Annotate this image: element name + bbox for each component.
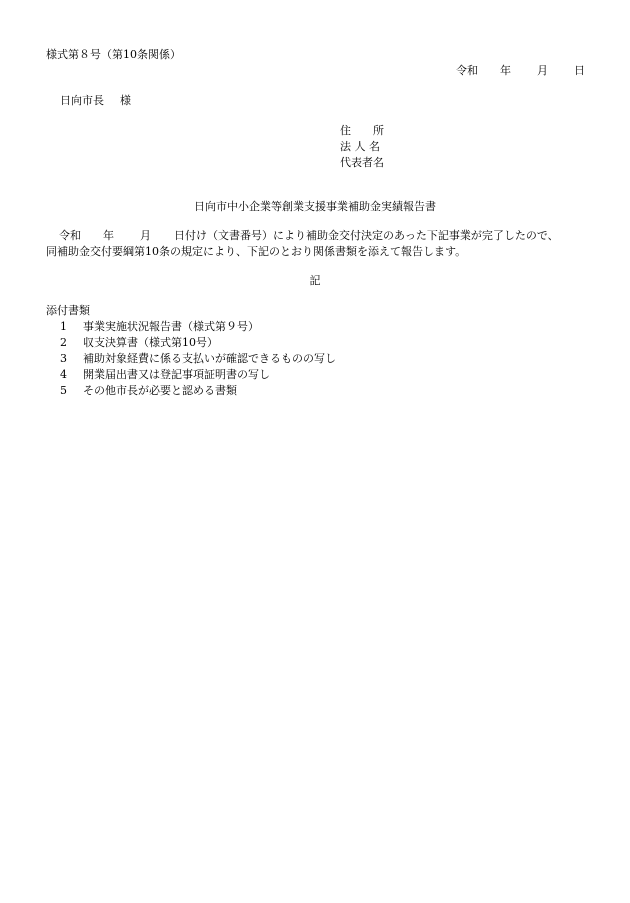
list-item-text: 事業実施状況報告書（様式第９号） xyxy=(83,320,259,333)
list-item-number: 3 xyxy=(60,352,67,365)
date-month: 月 xyxy=(537,64,548,77)
list-item xyxy=(46,319,336,335)
addressee xyxy=(60,93,131,110)
sender-address-label: 住 所 xyxy=(340,124,384,137)
list-item xyxy=(46,383,336,399)
attachments-heading: 添付書類 xyxy=(46,304,90,317)
list-item-text: その他市長が必要と認める書類 xyxy=(83,384,237,397)
body-line-1 xyxy=(46,228,559,244)
date-era: 令和 xyxy=(456,64,478,77)
addressee-name: 日向市長 xyxy=(60,94,104,107)
list-item-number: 4 xyxy=(60,368,67,381)
attachments-list xyxy=(46,319,336,399)
list-item-number: 1 xyxy=(60,320,67,333)
date-year: 年 xyxy=(500,64,511,77)
addressee-honorific: 様 xyxy=(120,94,131,107)
sender-representative-label: 代表者名 xyxy=(340,156,384,169)
body-era: 令和 xyxy=(59,229,81,242)
ki-heading: 記 xyxy=(309,274,321,287)
sender-corp-name-label: 法 人 名 xyxy=(340,140,380,153)
list-item xyxy=(46,367,336,383)
body-month: 月 xyxy=(140,229,151,242)
attachments-section xyxy=(46,303,336,399)
document-title: 日向市中小企業等創業支援事業補助金実績報告書 xyxy=(194,200,436,213)
list-item-text: 開業届出書又は登記事項証明書の写し xyxy=(83,368,270,381)
body-year: 年 xyxy=(103,229,114,242)
list-item-text: 補助対象経費に係る支払いが確認できるものの写し xyxy=(83,352,336,365)
list-item xyxy=(46,351,336,367)
form-number: 様式第８号（第10条関係） xyxy=(46,48,181,61)
list-item xyxy=(46,335,336,351)
sender-block xyxy=(340,123,384,171)
body-line-2: 同補助金交付要綱第10条の規定により、下記のとおり関係書類を添えて報告します。 xyxy=(46,245,467,258)
list-item-number: 5 xyxy=(60,384,67,397)
list-item-number: 2 xyxy=(60,336,67,349)
list-item-text: 収支決算書（様式第10号） xyxy=(83,336,218,349)
body-line-1-rest: 日付け（文書番号）により補助金交付決定のあった下記事業が完了したので、 xyxy=(174,229,559,242)
date-line xyxy=(456,63,585,80)
body-paragraph xyxy=(46,228,559,260)
date-day: 日 xyxy=(574,64,585,77)
